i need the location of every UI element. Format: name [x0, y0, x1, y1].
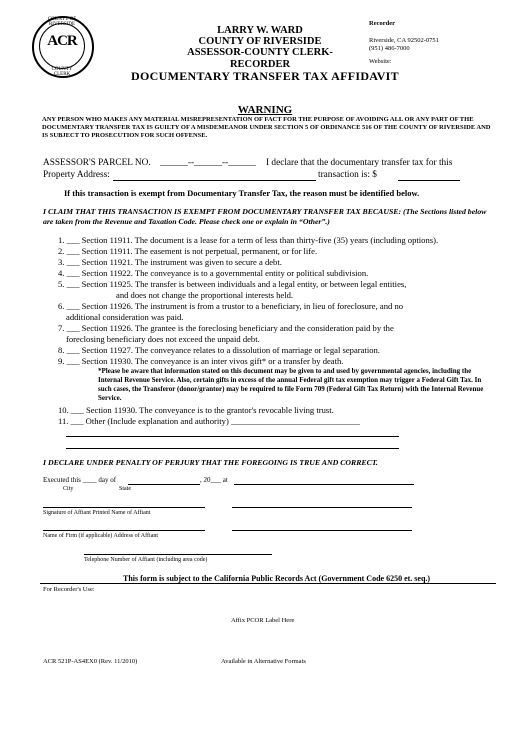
item-number: 6.	[58, 301, 65, 311]
item-checkbox[interactable]: ___	[66, 323, 80, 333]
item-text: Other (Include explanation and authority) ______________________________	[85, 416, 360, 426]
item-text: Section 11930. The conveyance is to the grantor's revocable living trust.	[85, 405, 334, 415]
exemption-item-7[interactable]	[58, 323, 394, 333]
tax-amount-field[interactable]	[398, 180, 460, 181]
item-number: 9.	[58, 356, 65, 366]
exemption-item-9[interactable]	[58, 356, 343, 366]
item-checkbox[interactable]: ___	[66, 345, 80, 355]
item-number: 5.	[58, 279, 65, 289]
item-number: 7.	[58, 323, 65, 333]
parcel-number-field[interactable]: ______--______--______	[160, 158, 257, 168]
exemption-item-8[interactable]	[58, 345, 380, 355]
signature-label: Signature of Affiant Printed Name of Affiant	[43, 510, 151, 516]
exemption-item-3[interactable]	[58, 257, 282, 267]
item-checkbox[interactable]: ___	[66, 246, 80, 256]
item-checkbox[interactable]: ___	[66, 257, 80, 267]
warning-text: ANY PERSON WHO MAKES ANY MATERIAL MISREPRESENTATION OF FACT FOR THE PURPOSE OF AVOIDING ALL OR ANY PART OF THE DOCUMENTARY TRANSFER TAX IS GUILTY OF A MISDEMEANOR UNDER SECTION 5 OF ORDINANCE 516 OF THE COUNTY OF RIVERSIDE AND IS SUBJECT TO PROSECUTION FOR SUCH OFFENSE.	[42, 116, 491, 139]
exemption-item-6[interactable]	[58, 301, 403, 311]
declare-text: I declare that the documentary transfer tax for this	[266, 158, 453, 168]
recorder-label: Recorder	[369, 20, 395, 27]
recorder-use-divider	[40, 583, 496, 584]
item-checkbox[interactable]: ___	[70, 416, 84, 426]
city-label: City	[63, 486, 74, 492]
other-explanation-line-1[interactable]	[66, 436, 399, 437]
seal-top-text: COUNTY OF RIVERSIDE	[47, 17, 77, 27]
item-number: 8.	[58, 345, 65, 355]
form-number: ACR 521P-AS4EX0 (Rev. 11/2010)	[43, 658, 138, 665]
affix-label: Affix PCOR Label Here	[231, 617, 295, 624]
parcel-label: ASSESSOR'S PARCEL NO.	[43, 158, 151, 168]
item-text: Section 11911. The document is a lease for a term of less than thirty-five (35) years (including options).	[81, 235, 439, 245]
item-number: 2.	[58, 246, 65, 256]
exemption-item-6-continued: additional consideration was paid.	[66, 312, 184, 322]
exemption-item-5-continued: and does not change the proportional interests held.	[116, 290, 294, 300]
printed-name-line[interactable]	[232, 507, 412, 508]
other-explanation-line-2[interactable]	[66, 448, 399, 449]
alternative-formats: Available in Alternative Formats	[221, 658, 306, 665]
claim-statement: I CLAIM THAT THIS TRANSACTION IS EXEMPT FROM DOCUMENTARY TRANSFER TAX BECAUSE: (The Sections listed below are taken from the Revenue and Taxation Code. Please check one or explain in “Other”.)	[43, 207, 487, 226]
website-label: Website:	[369, 58, 392, 65]
item-checkbox[interactable]: ___	[66, 356, 80, 366]
state-label: State	[119, 486, 131, 492]
item-text: Section 11926. The instrument is from a trustor to a beneficiary, in lieu of foreclosure, and no	[81, 301, 404, 311]
gift-tax-note: *Please be aware that information stated on this document may be given to and used by governmental agencies, including the Internal Revenue Service. Also, certain gifts in excess of the annual Federal gift tax exemption may trigger a Federal Gift Tax. In such cases, the Transferor (donor/grantor) may be required to file Form 709 (Federal Gift Tax Return) with the Internal Revenue Service.	[98, 367, 484, 402]
form-title: DOCUMENTARY TRANSFER TAX AFFIDAVIT	[131, 69, 399, 83]
recorder-use-label: For Recorder's Use:	[43, 586, 95, 593]
item-text: Section 11921. The instrument was given to secure a debt.	[81, 257, 282, 267]
phone-label: Telephone Number of Affiant (including area code)	[84, 557, 208, 563]
item-checkbox[interactable]: ___	[66, 235, 80, 245]
assessor-name: LARRY W. WARD	[217, 25, 303, 36]
exemption-item-2[interactable]	[58, 246, 317, 256]
firm-label: Name of Firm (if applicable) Address of Affiant	[43, 533, 159, 539]
perjury-declaration: I DECLARE UNDER PENALTY OF PERJURY THAT THE FOREGOING IS TRUE AND CORRECT.	[43, 458, 378, 467]
executed-mid: , 20___ at	[200, 476, 228, 484]
phone-line[interactable]	[84, 554, 272, 555]
item-text: Section 11927. The conveyance relates to a dissolution of marriage or legal separation.	[81, 345, 380, 355]
item-number: 11.	[58, 416, 69, 426]
property-address-label: Property Address:	[43, 170, 110, 180]
item-checkbox[interactable]: ___	[66, 268, 80, 278]
exemption-item-10[interactable]	[58, 405, 334, 415]
property-address-field[interactable]	[113, 180, 316, 181]
recorder-phone: (951) 486-7000	[369, 45, 410, 52]
exemption-item-7-continued: foreclosing beneficiary does not exceed the unpaid debt.	[66, 334, 260, 344]
item-text: Section 11911. The easement is not perpetual, permanent, or for life.	[81, 246, 318, 256]
tax-amount-label: transaction is: $	[318, 170, 377, 180]
seal-bottom-text: COUNTY CLERK	[51, 67, 73, 77]
executed-month-field[interactable]	[128, 484, 200, 485]
public-records-notice: This form is subject to the California Public Records Act (Government Code 6250 et. seq.)	[123, 574, 431, 583]
executed-prefix: Executed this ____ day of	[43, 476, 117, 484]
seal-acronym: ACR	[47, 33, 77, 49]
item-number: 4.	[58, 268, 65, 278]
item-checkbox[interactable]: ___	[66, 279, 80, 289]
item-text: Section 11925. The transfer is between individuals and a legal entity, or between legal entities,	[81, 279, 407, 289]
item-checkbox[interactable]: ___	[70, 405, 84, 415]
exempt-notice: If this transaction is exempt from Documentary Transfer Tax, the reason must be identified below.	[64, 188, 420, 198]
item-text: Section 11922. The conveyance is to a governmental entity or political subdivision.	[81, 268, 369, 278]
executed-location-field[interactable]	[234, 484, 414, 485]
warning-heading: WARNING	[237, 104, 293, 116]
signature-line[interactable]	[43, 507, 205, 508]
item-text: Section 11930. The conveyance is an inter vivos gift* or a transfer by death.	[81, 356, 344, 366]
firm-name-line[interactable]	[43, 530, 205, 531]
exemption-item-11[interactable]	[58, 416, 360, 426]
exemption-item-1[interactable]	[58, 235, 438, 245]
office-name: ASSESSOR-COUNTY CLERK-RECORDER	[187, 47, 333, 70]
exemption-item-5[interactable]	[58, 279, 406, 289]
county-name: COUNTY OF RIVERSIDE	[198, 36, 322, 47]
item-number: 10.	[58, 405, 69, 415]
recorder-address: Riverside, CA 92502-0751	[369, 37, 439, 44]
exemption-item-4[interactable]	[58, 268, 368, 278]
item-text: Section 11926. The grantee is the foreclosing beneficiary and the consideration paid by the	[81, 323, 394, 333]
item-number: 3.	[58, 257, 65, 267]
address-line[interactable]	[232, 530, 412, 531]
item-checkbox[interactable]: ___	[66, 301, 80, 311]
item-number: 1.	[58, 235, 65, 245]
